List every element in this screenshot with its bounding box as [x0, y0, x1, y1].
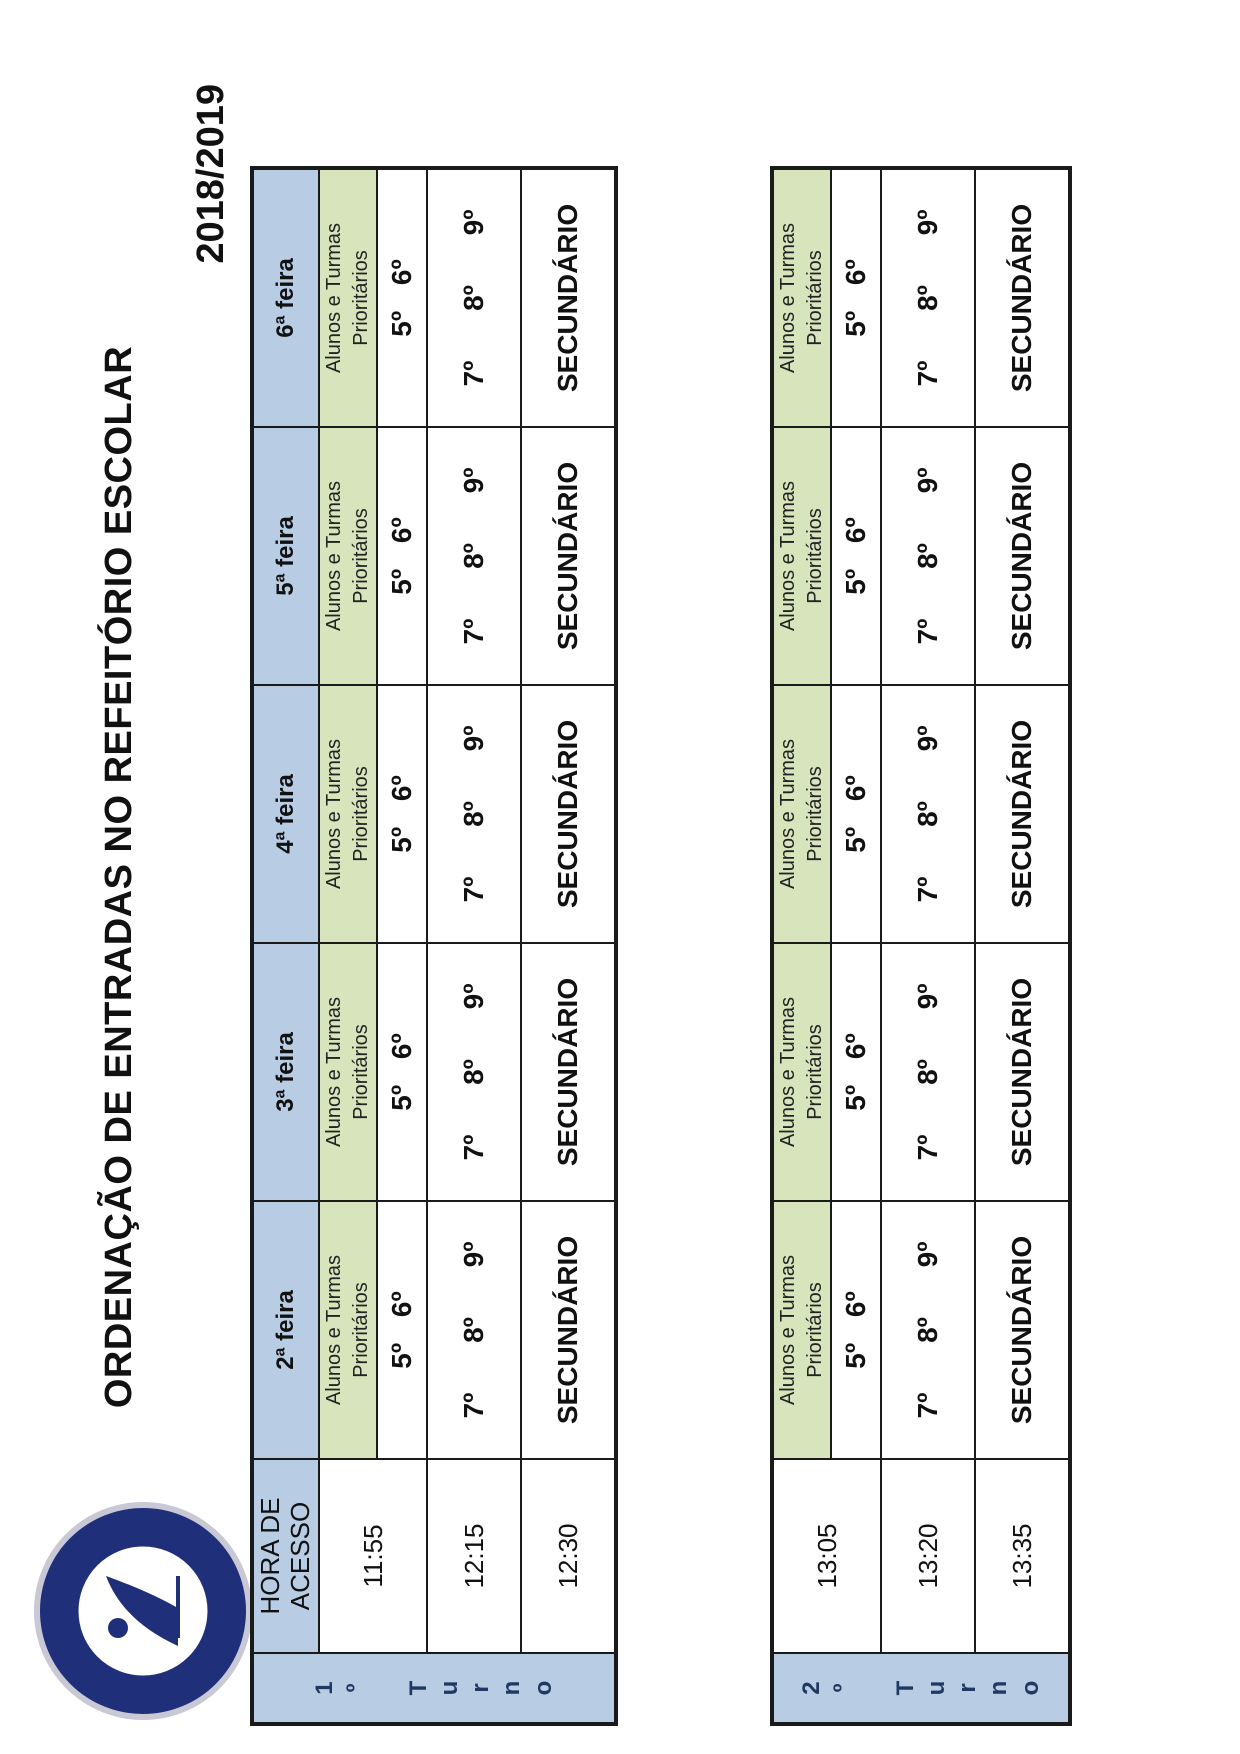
- grades-cell: SECUNDÁRIO: [975, 943, 1070, 1201]
- school-crest-icon: [28, 1496, 258, 1726]
- time-cell: 13:05: [772, 1459, 881, 1653]
- grades-cell: SECUNDÁRIO: [521, 943, 616, 1201]
- hora-de-acesso-header: HORA DE ACESSO: [252, 1459, 319, 1653]
- grades-cell: SECUNDÁRIO: [521, 168, 616, 427]
- grades-cell: SECUNDÁRIO: [975, 168, 1070, 427]
- grades-cell: 5º 6º: [377, 427, 427, 685]
- time-cell: 11:55: [319, 1459, 427, 1653]
- grades-cell: 5º 6º: [377, 168, 427, 427]
- priority-cell: Alunos e Turmas Prioritários: [319, 427, 377, 685]
- grades-cell: 7º 8º 9º: [881, 685, 975, 943]
- grades-cell: 7º 8º 9º: [881, 1201, 975, 1459]
- turno-label: 2 º T u r n o: [772, 1653, 1070, 1724]
- grades-cell: 5º 6º: [831, 943, 881, 1201]
- grades-cell: 5º 6º: [377, 1201, 427, 1459]
- priority-cell: Alunos e Turmas Prioritários: [319, 943, 377, 1201]
- grades-cell: SECUNDÁRIO: [975, 427, 1070, 685]
- grades-cell: SECUNDÁRIO: [521, 427, 616, 685]
- priority-cell: Alunos e Turmas Prioritários: [319, 685, 377, 943]
- time-cell: 13:35: [975, 1459, 1070, 1653]
- priority-cell: Alunos e Turmas Prioritários: [319, 1201, 377, 1459]
- grades-cell: 7º 8º 9º: [427, 685, 521, 943]
- day-header: 3ª feira: [252, 943, 319, 1201]
- turno-label: 1 º T u r n o: [252, 1653, 616, 1724]
- grades-cell: 7º 8º 9º: [427, 168, 521, 427]
- priority-cell: Alunos e Turmas Prioritários: [772, 685, 831, 943]
- grades-cell: 5º 6º: [831, 168, 881, 427]
- grades-cell: 7º 8º 9º: [881, 427, 975, 685]
- day-header: 4ª feira: [252, 685, 319, 943]
- time-cell: 12:30: [521, 1459, 616, 1653]
- school-year: 2018/2019: [190, 84, 232, 264]
- priority-cell: Alunos e Turmas Prioritários: [772, 943, 831, 1201]
- day-header: 2ª feira: [252, 1201, 319, 1459]
- schedule-table-turno-1: [250, 166, 618, 1726]
- priority-cell: Alunos e Turmas Prioritários: [319, 168, 377, 427]
- page-title: ORDENAÇÃO DE ENTRADAS NO REFEITÓRIO ESCOLAR: [98, 345, 140, 1409]
- day-header: 5ª feira: [252, 427, 319, 685]
- grades-cell: SECUNDÁRIO: [521, 685, 616, 943]
- schedule-table-turno-2: [770, 166, 1072, 1726]
- grades-cell: 7º 8º 9º: [427, 943, 521, 1201]
- priority-cell: Alunos e Turmas Prioritários: [772, 168, 831, 427]
- grades-cell: 5º 6º: [831, 1201, 881, 1459]
- grades-cell: 5º 6º: [831, 685, 881, 943]
- grades-cell: 7º 8º 9º: [427, 1201, 521, 1459]
- grades-cell: SECUNDÁRIO: [521, 1201, 616, 1459]
- priority-cell: Alunos e Turmas Prioritários: [772, 1201, 831, 1459]
- time-cell: 13:20: [881, 1459, 975, 1653]
- grades-cell: SECUNDÁRIO: [975, 1201, 1070, 1459]
- grades-cell: SECUNDÁRIO: [975, 685, 1070, 943]
- grades-cell: 5º 6º: [831, 427, 881, 685]
- grades-cell: 5º 6º: [377, 943, 427, 1201]
- grades-cell: 7º 8º 9º: [881, 168, 975, 427]
- priority-cell: Alunos e Turmas Prioritários: [772, 427, 831, 685]
- time-cell: 12:15: [427, 1459, 521, 1653]
- day-header: 6ª feira: [252, 168, 319, 427]
- grades-cell: 5º 6º: [377, 685, 427, 943]
- grades-cell: 7º 8º 9º: [881, 943, 975, 1201]
- grades-cell: 7º 8º 9º: [427, 427, 521, 685]
